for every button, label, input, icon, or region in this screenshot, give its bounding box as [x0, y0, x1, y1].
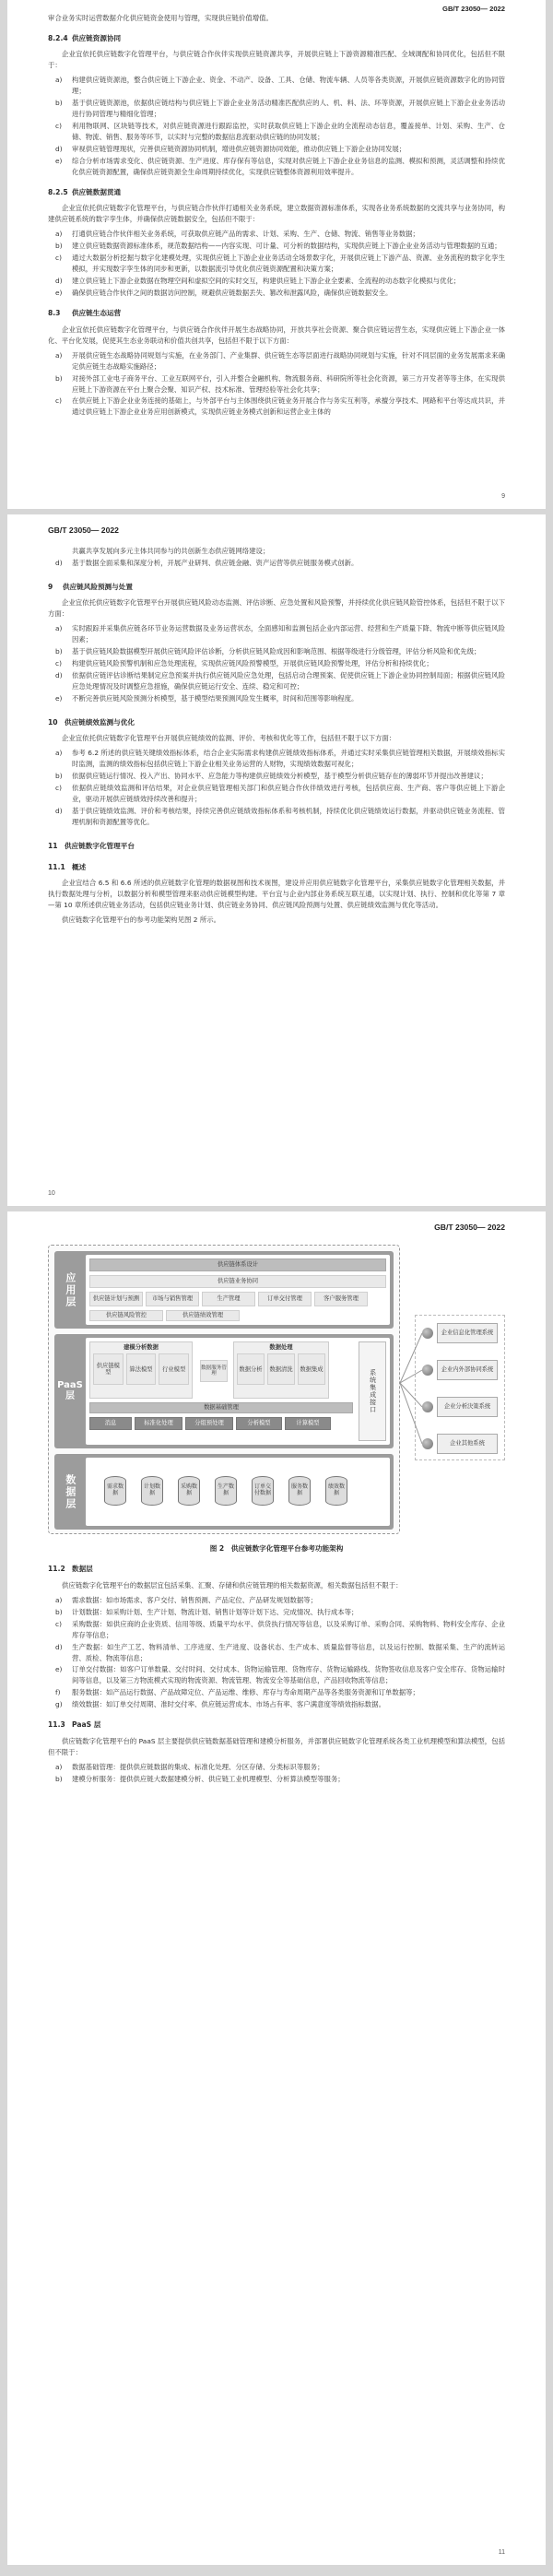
item-list: [48, 350, 505, 419]
group-items: [234, 1353, 328, 1385]
group-items: [90, 1353, 192, 1385]
layer-body: [86, 1255, 390, 1325]
list-item: b) 依据供应链运行情况、投入产出、协同水平、应急能力等构建供应链绩效分析模型，基于模型分析供应链存在的薄弱环节并提出改善建议；: [55, 772, 488, 781]
paragraph: 供应链数字化管理平台的参考功能架构见图 2 所示。: [62, 915, 220, 924]
layer-label: PaaS层: [57, 1380, 83, 1401]
layer-body: [86, 1458, 390, 1526]
external-system: 企业分析決策系统: [437, 1397, 498, 1417]
item-list: [48, 748, 505, 828]
list-item: b) 基于供应链风险数据模型开展供应链风险评估诊断，分析供应链风险成因和影响范围、根据等级进行分级管理，评估分析风险和优先级；: [55, 647, 481, 656]
paas-module: 标准化处理: [135, 1417, 182, 1430]
standard-header: GB/T 23050— 2022: [442, 5, 505, 13]
paas-module: 消息: [89, 1417, 132, 1430]
database-icon: 计划数据: [141, 1476, 163, 1506]
app-module: 市场与销售管理: [146, 1292, 199, 1306]
list-item: b) 基于供应链资源池，依据供应链结构与供应链上下游企业业务活动精准匹配供应的人、机、料、法、环等资源，开展供应链上下游企业业务活动进行协同管理与精细化管理；: [55, 99, 505, 119]
application-layer: [54, 1251, 394, 1329]
list-item: d) 审视供应链管理现状，完善供应链资源协同机制，增进供应链资源协同效能，推动供应链上下游企业协同发展；: [55, 145, 406, 154]
paragraph: 企业宜结合 6.5 和 6.6 所述的供应链数字化管理的数据视图和技术视图，建设并应用供应链数字化管理平台，采集供应链数字化管理相关数据，并执行数据处理与分析，以数据分析和模型管理来驱动供应链模型构建。平台宜与企业内部业务系统互联互通，以实现计划、执行、控制和优化等第 7 章—第 10 章所述供应链业务活动，包括供应链业务计划、供应链业务协同、供应链风险预测与处置、供应链绩效监测与优化等活动。: [48, 878, 505, 909]
standard-header: GB/T 23050— 2022: [48, 526, 119, 535]
section-intro: 企业宜依托供应链数字化管理平台开展供应链绩效的监测、评价、考核和优化等工作，包括但不限于以下方面：: [62, 734, 396, 743]
item-list: [48, 623, 505, 704]
list-item: b) 建模分析服务：提供供应链大数据建模分析、供应链工业机理模型、分析算法模型等服务；: [55, 1774, 345, 1783]
data-item: 数据清洗: [267, 1353, 295, 1385]
app-bar: 供应链体系设计: [89, 1258, 386, 1271]
section-heading-11-2: 11.2 数据层: [48, 1565, 93, 1574]
external-system: 企业信息化管理系统: [437, 1323, 498, 1343]
section-heading-8-2-5: 8.2.5 供应链数据贯通: [48, 188, 122, 197]
list-item: a) 打通供应链合作伙伴相关业务系统，可获取供应链产品的需求、计划、采购、生产、仓储、物流、销售等业务数据；: [55, 230, 419, 239]
data-item: 数据分析: [237, 1353, 265, 1385]
list-item: b) 对接外部工业电子商务平台、工业互联网平台，引入并整合金融机构、物流服务商、科研院所等社会化资源，第三方开发者等等主体，在实现供应链上下游资源在平台上聚合会聚、知识产权、技术标准、管理经验等社会化共享；: [55, 373, 505, 394]
item-list: [48, 75, 505, 178]
external-system: 企业内外部协同系统: [437, 1360, 498, 1380]
globe-icon: [422, 1365, 433, 1376]
section-intro: 企业宜依托供应链数字化管理平台，与供应链合作伙伴实现供应链资源共享，开展供应链上下游资源精准匹配、全域调配和协同优化，包括但不限于：: [48, 50, 505, 70]
document-page-10: [7, 514, 546, 1206]
list-item: 共赢共享发展向多元主体共同参与的共创新生态供应链网络建设；: [72, 547, 270, 555]
paas-module: 计算模型: [285, 1417, 331, 1430]
data-service-bar: 数据服务管理: [200, 1360, 228, 1382]
section-intro: 供应链数字化管理平台的数据层宜包括采集、汇聚、存储和供应链管理的相关数据资源，相关数据包括但不限于：: [62, 1580, 403, 1589]
item-list: [48, 1762, 505, 1785]
list-item: a) 参考 6.2 所述的供应链关键绩效指标体系，结合企业实际需求构建供应链绩效指标体系，并通过实时采集供应链管理相关数据，开展绩效指标实时监测，监测的绩效指标包括供应链上下游企业相关业务运营的人财物，实现绩效数据可视化；: [55, 749, 505, 769]
list-item: c) 采购数据：如供应商的企业资质、信用等级、质量平均水平、供货执行情况等信息，以及采购订单、采购合同、采购物料、物料安全库存、企业库存等信息；: [55, 1619, 505, 1639]
list-item: c) 在供应链上下游企业业务连接的基础上，与外部平台与主体围绕供应链业务开展合作与务实互利等，承擅分享技术、网路和平台等达成共识，并通过供应链上下游企业业务应用创新模式，实现供应链业务模式创新和运营企业主体的: [55, 396, 505, 417]
list-item: f) 服务数据：如产品运行数据、产品故障定位、产品运维、维修、库存与寿命周期产品等各类服务资源和订单数据等；: [55, 1688, 419, 1697]
page-number: 9: [501, 492, 505, 500]
globe-icon: [422, 1328, 433, 1339]
database-icon: 订单交付数据: [252, 1476, 274, 1506]
item-list: [48, 1595, 505, 1711]
list-item: d) 建立供应链上下游企业数据在物理空间和虚拟空间的实时交互，构建供应链上下游企业全要素、全流程的动态数字化模拟与优化；: [55, 277, 461, 286]
list-item: a) 需求数据：如市场需求、客户交付、销售预测、产品定位、产品研发规划数据等；: [55, 1595, 318, 1604]
database-icon: 绩效数据: [325, 1476, 347, 1506]
section-intro: 企业宜依托供应链数字化管理平台开展供应链风险动态监测、评估诊断、应急处置和风险预警，并持续优化供应链风险管控体系，包括但不限于以下方面：: [48, 598, 505, 619]
list-item: a) 构建供应链资源池，整合供应链上下游企业、资金、不动产、设备、工具、仓储、物流车辆、人员等各类资源，开展供应链资源数字化的协同管理；: [55, 76, 505, 96]
list-item: b) 计划数据：如采购计划、生产计划、物流计划、销售计划等计划下达、完成情况、执行成本等；: [55, 1607, 359, 1616]
app-module: 供应链风险管控: [89, 1310, 163, 1321]
paas-module: 分析模型: [236, 1417, 282, 1430]
document-page-9: [7, 0, 546, 509]
data-item: 数据集成: [298, 1353, 325, 1385]
section-heading-11: 11 供应链数字化管理平台: [48, 842, 135, 851]
section-heading-8-3: 8.3 供应链生态运营: [48, 309, 122, 318]
document-page-11: [7, 1211, 546, 2565]
external-system: 企业其他系统: [437, 1434, 498, 1454]
connector-arrows: [400, 1318, 428, 1457]
list-item: c) 通过大数据分析挖掘与数字化建模处理，实现供应链上下游企业业务活动全场景数字化，开展供应链上下游产品、资源、业务流程的数字化孪生模拟，并实现数字孪生体的同步和更新，以数据流引导优化供应链资源配置和决策方案；: [55, 254, 505, 274]
list-item: d) 基于供应链绩效监测、评价和考核结果，持续完善供应链绩效指标体系和考核机制，持续优化供应链绩效运行数据，并驱动供应链业务流程、管理机制和资源配置等优化。: [55, 807, 505, 827]
list-item: a) 开展供应链生态战略协同规划与实施，在业务部门、产业集群、供应链生态等层面进行战略协同规划与实施，针对不同层面的业务发展需求来确定供应链生态战略实施路径；: [55, 350, 505, 371]
figure-caption: 图 2 供应链数字化管理平台参考功能架构: [209, 1544, 344, 1553]
list-item: b) 建立供应链数据资源标准体系，规范数据结构——内容实现、可计量、可分析的数据结构，实现供应链上下游企业业务活动与管理数据的互通；: [55, 242, 501, 251]
section-intro: 企业宜依托供应链数字化管理平台，与供应链合作伙伴开展生态战略协同，开放共享社会资源、聚合供应链运营生态，实现供应链上下游企业一体化、平台化发展，促使其生态业务联动和价值共创共享，包括但不限于以下方面：: [48, 325, 505, 345]
data-layer: [54, 1454, 394, 1530]
section-intro: 企业宜依托供应链数字化管理平台，与供应链合作伙伴打通相关业务系统，建立数据资源标准体系，实现各业务系统数据的交流共享与业务协同，构建供应链系统的数字孪生体，并确保供应链数据安全，包括但不限于：: [48, 204, 505, 224]
section-heading-10: 10 供应链绩效监测与优化: [48, 718, 135, 727]
paas-module: 分组预处理: [185, 1417, 233, 1430]
database-icon: 服务数据: [288, 1476, 311, 1506]
lead-paragraph: 审合业务实时运营数据介化供应链资金使用与管理，实现供应链价值增值。: [48, 14, 273, 22]
layer-body: [86, 1338, 390, 1445]
app-bar: 供应链业务协同: [89, 1275, 386, 1288]
list-item: a) 实时跟踪并采集供应链各环节业务运营数据及业务运营状态，全面感知和监测包括企业内部运营、经营和生产质量下降、物流中断等供应链风险因素；: [55, 624, 505, 644]
list-item: e) 订单交付数据：如客户订单数量、交付时间、交付成本、货物运输管理、货物库存、货物运输路线、货物签收信息及客户安全库存、货物运输时间等信息，以及第三方物流模式实现的物流资源、物流管理、物流安全等基础信息，产品回收物流等信息；: [55, 1665, 505, 1685]
item-list: [48, 546, 505, 569]
section-heading-11-3: 11.3 PaaS 层: [48, 1720, 101, 1730]
globe-icon: [422, 1438, 433, 1449]
list-item: c) 构建供应链风险预警机制和应急处理流程，实现供应链风险预警模型，开展供应链风险预警处理，评估分析和持续优化；: [55, 659, 433, 668]
model-item: 行业模型: [159, 1353, 189, 1385]
app-module: 供应链绩效管理: [166, 1310, 240, 1321]
app-module: 供应链计划与预测: [89, 1292, 143, 1306]
section-heading-9: 9 供应链风险预测与处置: [48, 582, 133, 591]
globe-icon: [422, 1401, 433, 1412]
database-icon: 生产数据: [215, 1476, 237, 1506]
list-item: c) 依据供应链绩效监测和评估结果，对企业供应链管理相关部门和供应链合作伙伴绩效进行考核，包括供应商、生产商、客户等供应链上下游企业，驱动开展供应链绩效持续改善和提升；: [55, 784, 505, 804]
list-item: e) 综合分析市场需求变化、供应链资源、生产进度、库存保有等信息，实现对供应链上下游企业业务信息的监测、模拟和预测，灵活调整和持续优化供应链资源配置，确保供应链资源全生命周期持续优化，实现供应链整体资源利用效率提升。: [55, 157, 505, 177]
list-item: g) 绩效数据：如订单交付周期、准时交付率、供应链运营成本、市场占有率、客户满意度等绩效指标数据。: [55, 1700, 385, 1709]
app-module: 生产管理: [202, 1292, 255, 1306]
standard-header: GB/T 23050— 2022: [434, 1223, 505, 1232]
page-number: 10: [48, 1189, 55, 1197]
section-heading-8-2-4: 8.2.4 供应链资源协同: [48, 33, 122, 42]
list-item: c) 利用物联网、区块链等技术，对供应链资源进行跟踪监控，实时获取供应链上下游企业的全流程动态信息，覆盖接单、计划、采购、生产、仓储、物流、销售、服务等环节，以实时与完整的数据信息流驱动供应链的协同发展；: [55, 122, 505, 142]
data-processing-group: [233, 1341, 329, 1399]
list-item: d) 基于数据全面采集和深度分析，开展产业研判、供应链金融、资产运营等供应链服务模式创新。: [55, 558, 359, 567]
section-intro: 供应链数字化管理平台的 PaaS 层主要提供供应链数据基础管理和建模分析服务，并部署供应链数字化管理系统各类工业机理模型和算法模型，包括但不限于：: [48, 1736, 505, 1756]
model-item: 供应链模型: [93, 1353, 124, 1385]
item-list: [48, 229, 505, 299]
layer-label: 数据层: [64, 1473, 76, 1510]
database-icon: 采购数据: [178, 1476, 200, 1506]
section-heading-11-1: 11.1 概述: [48, 862, 87, 871]
system-integration-interface: 系统集成接口: [359, 1341, 386, 1441]
list-item: d) 依据供应链评估诊断结果制定应急预案并执行供应链风险应急处理，包括启动合理预案、促使供应链上下游企业协同控制局面；根据供应链风险应急处理情况及时调整应急措施，确保供应链运行安全、连续、稳定和可控；: [55, 671, 505, 691]
page-number: 11: [498, 2548, 505, 2556]
paas-layer: [54, 1334, 394, 1448]
list-item: e) 确保供应链合作伙伴之间的数据访问控制，规避供应链数据丢失、篡改和泄露风险，确保供应链数据安全。: [55, 289, 393, 298]
app-module: 客户服务管理: [314, 1292, 368, 1306]
architecture-frame: [48, 1245, 400, 1534]
group-heading: 数据处理: [269, 1344, 293, 1351]
app-module: 订单交付管理: [258, 1292, 312, 1306]
database-icon: 需求数据: [104, 1476, 126, 1506]
model-item: 算法模型: [126, 1353, 157, 1385]
list-item: a) 数据基础管理：提供供应链数据的集成、标准化处理、分区存储、分类标识等服务；: [55, 1762, 324, 1771]
architecture-figure: [48, 1245, 505, 1538]
layer-label: 应用层: [64, 1271, 76, 1308]
modeling-analysis-group: [89, 1341, 193, 1399]
list-item: e) 不断完善供应链风险预测分析模型，基于模型结果预测风险发生概率，时间和范围等影响程度。: [55, 694, 359, 703]
list-item: d) 生产数据：如生产工艺、物料清单、工序进度、生产进度、设备状态、生产成本、质量监督等信息，以及运行控制、数据采集、生产的流转运营、质检、物流等信息；: [55, 1642, 505, 1662]
group-heading: 建模分析数据: [124, 1344, 159, 1351]
data-base-bar: 数据基础管理: [89, 1402, 353, 1413]
